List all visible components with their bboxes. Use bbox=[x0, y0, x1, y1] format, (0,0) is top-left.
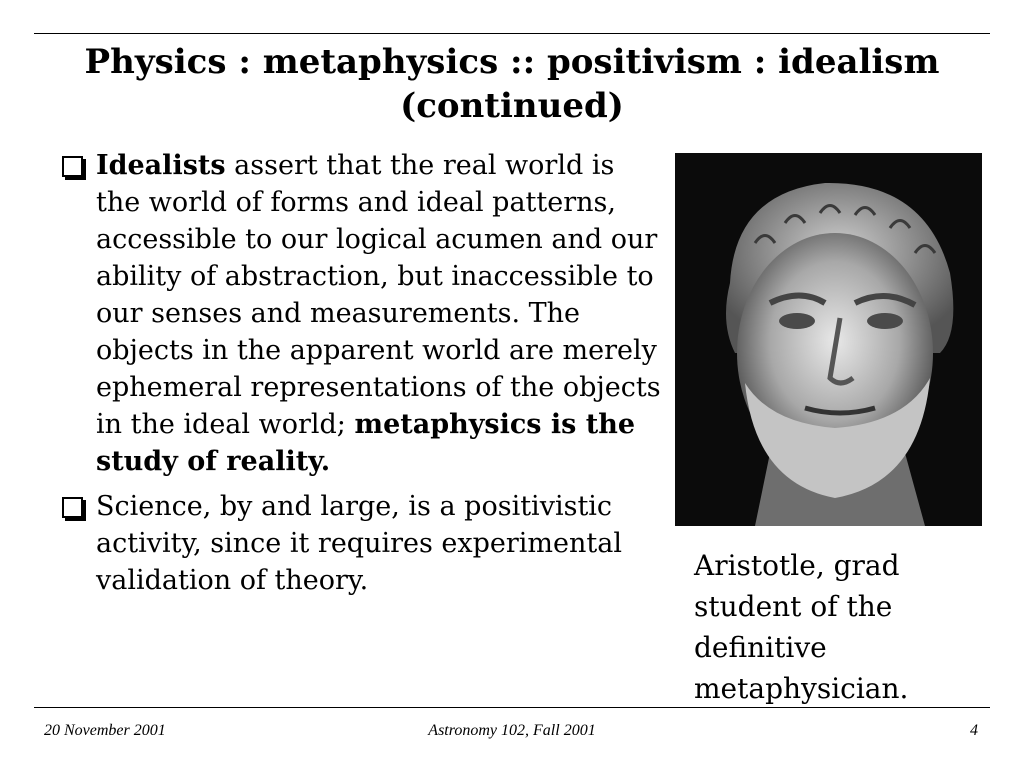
aristotle-bust-image bbox=[675, 153, 982, 526]
bullet-body: Science, by and large, is a positivistic activity, since it requires experimental validation of theory. bbox=[96, 491, 622, 596]
checkbox-bullet-icon bbox=[62, 497, 83, 518]
footer-date: 20 November 2001 bbox=[44, 722, 166, 739]
slide-title bbox=[34, 40, 990, 128]
checkbox-bullet-icon bbox=[62, 156, 83, 177]
image-caption: Aristotle, grad student of the definitive metaphysician. bbox=[694, 549, 909, 705]
footer-page-number: 4 bbox=[970, 722, 978, 739]
bullet-science bbox=[60, 488, 665, 599]
bullet-body: assert that the real world is the world of forms and ideal patterns, accessible to our logical acumen and our ability of abstraction, but inaccessible to our senses and measurements. The objects in the apparent world are merely ephemeral representations of the objects in the ideal world; bbox=[96, 150, 661, 440]
footer-course: Astronomy 102, Fall 2001 bbox=[428, 722, 596, 739]
bullet-list bbox=[60, 147, 665, 607]
bullet-idealists bbox=[60, 147, 665, 480]
title-line-2: (continued) bbox=[400, 86, 624, 126]
bullet-tail-bold: metaphysics is the study of reality. bbox=[96, 409, 636, 477]
bottom-rule bbox=[34, 707, 990, 708]
bullet-lead-bold: Idealists bbox=[96, 150, 226, 181]
title-line-1: Physics : metaphysics :: positivism : idealism bbox=[84, 42, 940, 82]
top-rule bbox=[34, 33, 990, 34]
